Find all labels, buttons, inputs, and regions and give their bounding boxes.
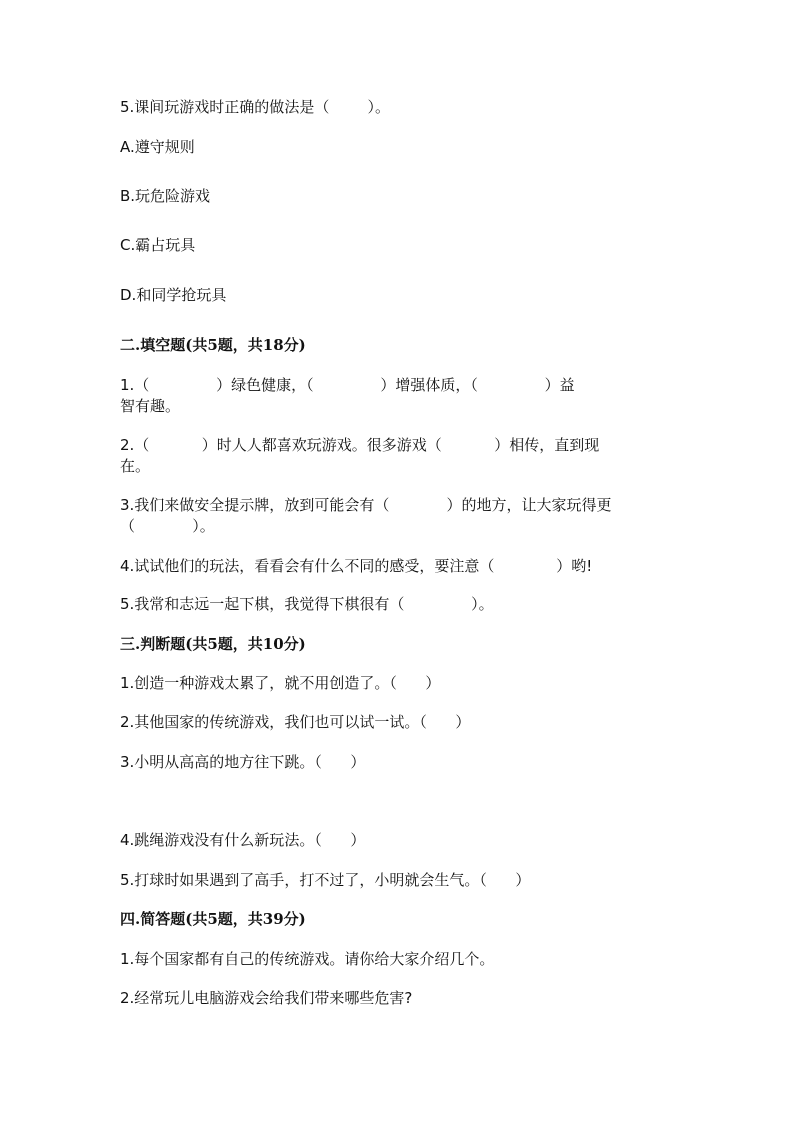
fill-question-3-line1: 3.我们来做安全提示牌，放到可能会有（ ）的地方，让大家玩得更: [120, 496, 612, 514]
section-heading-fill-blank: 二.填空题(共5题，共18分): [120, 336, 306, 354]
fill-question-3-line2: （ ）。: [120, 517, 215, 535]
judge-question-1: 1.创造一种游戏太累了，就不用创造了。（ ）: [120, 674, 441, 692]
mc-option-d: D.和同学抢玩具: [120, 286, 227, 304]
short-question-2: 2.经常玩儿电脑游戏会给我们带来哪些危害?: [120, 989, 413, 1007]
short-question-1: 1.每个国家都有自己的传统游戏。请你给大家介绍几个。: [120, 950, 495, 968]
fill-question-2-line2: 在。: [120, 457, 151, 475]
mc-option-c: C.霸占玩具: [120, 236, 196, 254]
judge-question-3: 3.小明从高高的地方往下跳。（ ）: [120, 753, 366, 771]
section-heading-judge: 三.判断题(共5题，共10分): [120, 635, 306, 653]
judge-question-2: 2.其他国家的传统游戏，我们也可以试一试。（ ）: [120, 713, 471, 731]
fill-question-2-line1: 2.（ ）时人人都喜欢玩游戏。很多游戏（ ）相传，直到现: [120, 436, 600, 454]
section-heading-short-answer: 四.简答题(共5题，共39分): [120, 910, 306, 928]
fill-question-4: 4.试试他们的玩法，看看会有什么不同的感受，要注意（ ）哟!: [120, 557, 593, 575]
judge-question-4: 4.跳绳游戏没有什么新玩法。（ ）: [120, 831, 366, 849]
judge-question-5: 5.打球时如果遇到了高手，打不过了，小明就会生气。（ ）: [120, 871, 531, 889]
fill-question-1-line2: 智有趣。: [120, 397, 181, 415]
mc-option-b: B.玩危险游戏: [120, 187, 211, 205]
fill-question-5: 5.我常和志远一起下棋，我觉得下棋很有（ ）。: [120, 595, 494, 613]
mc-option-a: A.遵守规则: [120, 138, 195, 156]
mc-question-5: 5.课间玩游戏时正确的做法是（ ）。: [120, 98, 390, 116]
fill-question-1-line1: 1.（ ）绿色健康，（ ）增强体质，（ ）益: [120, 376, 575, 394]
